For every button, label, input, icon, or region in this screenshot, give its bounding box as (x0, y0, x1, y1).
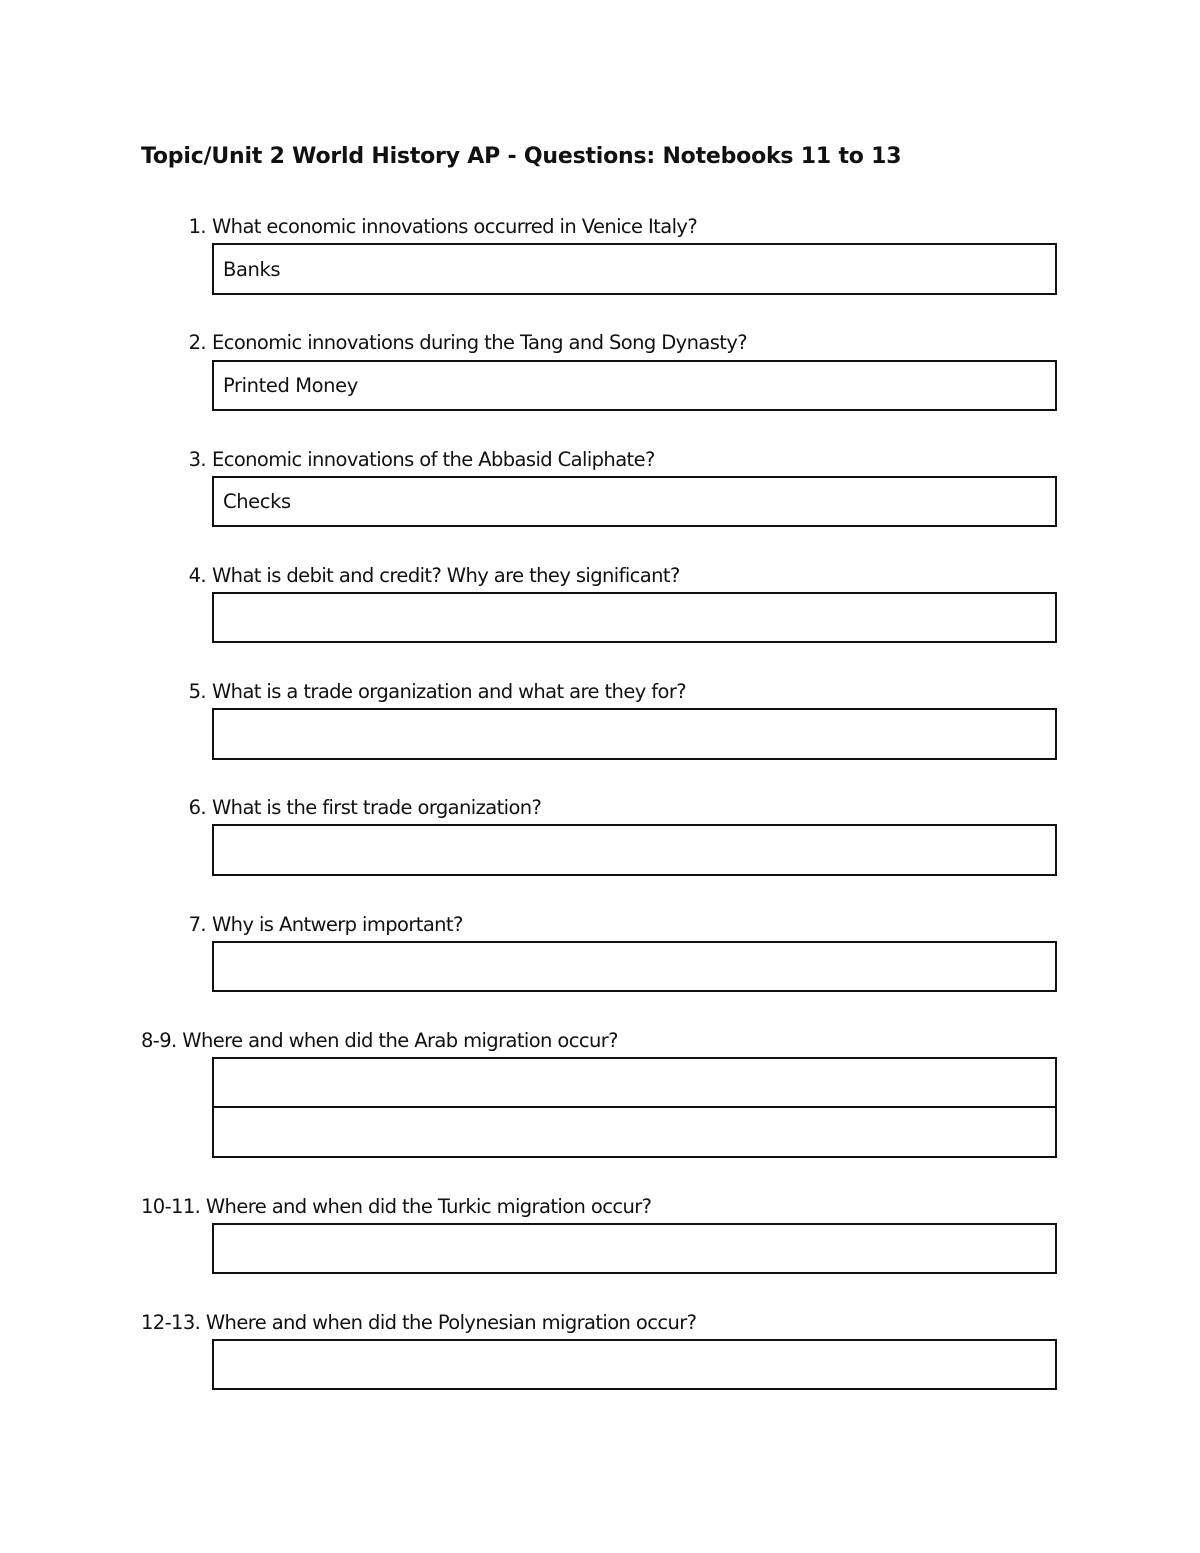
question-text: Where and when did the Arab migration occur? (182, 1029, 618, 1052)
question-number: 12-13. (141, 1311, 201, 1334)
answer-field-10-11[interactable] (212, 1223, 1057, 1274)
question-5 (188, 680, 687, 704)
answer-field-6[interactable] (212, 824, 1057, 876)
question-6 (188, 796, 542, 820)
question-text: What is a trade organization and what are they for? (212, 680, 687, 703)
question-number: 8-9. (141, 1029, 177, 1052)
answer-field-9[interactable] (212, 1106, 1057, 1158)
question-number: 7. (188, 913, 206, 936)
question-text: What is debit and credit? Why are they significant? (212, 564, 680, 587)
question-number: 5. (188, 680, 206, 703)
question-number: 6. (188, 796, 206, 819)
answer-field-5[interactable] (212, 708, 1057, 760)
question-number: 3. (188, 448, 206, 471)
question-7 (188, 913, 463, 937)
question-8-9 (141, 1029, 618, 1053)
question-number: 10-11. (141, 1195, 201, 1218)
answer-field-2[interactable]: Printed Money (212, 360, 1057, 411)
question-text: Where and when did the Polynesian migration occur? (205, 1311, 697, 1334)
question-number: 2. (188, 331, 206, 354)
question-text: Economic innovations during the Tang and Song Dynasty? (212, 331, 748, 354)
answer-field-1[interactable]: Banks (212, 243, 1057, 295)
question-text: Where and when did the Turkic migration occur? (205, 1195, 652, 1218)
question-2 (188, 331, 748, 355)
page-title: Topic/Unit 2 World History AP - Questions: Notebooks 11 to 13 (141, 144, 902, 169)
answer-field-12-13[interactable] (212, 1339, 1057, 1390)
question-text: What economic innovations occurred in Venice Italy? (212, 215, 698, 238)
question-text: What is the first trade organization? (212, 796, 542, 819)
question-12-13 (141, 1311, 696, 1335)
answer-field-3[interactable]: Checks (212, 476, 1057, 527)
question-text: Economic innovations of the Abbasid Caliphate? (212, 448, 655, 471)
question-number: 1. (188, 215, 206, 238)
question-text: Why is Antwerp important? (212, 913, 463, 936)
question-1 (188, 215, 698, 239)
question-number: 4. (188, 564, 206, 587)
question-10-11 (141, 1195, 651, 1219)
answer-field-4[interactable] (212, 592, 1057, 643)
question-3 (188, 448, 655, 472)
answer-field-8[interactable] (212, 1057, 1057, 1108)
question-4 (188, 564, 680, 588)
answer-field-7[interactable] (212, 941, 1057, 992)
